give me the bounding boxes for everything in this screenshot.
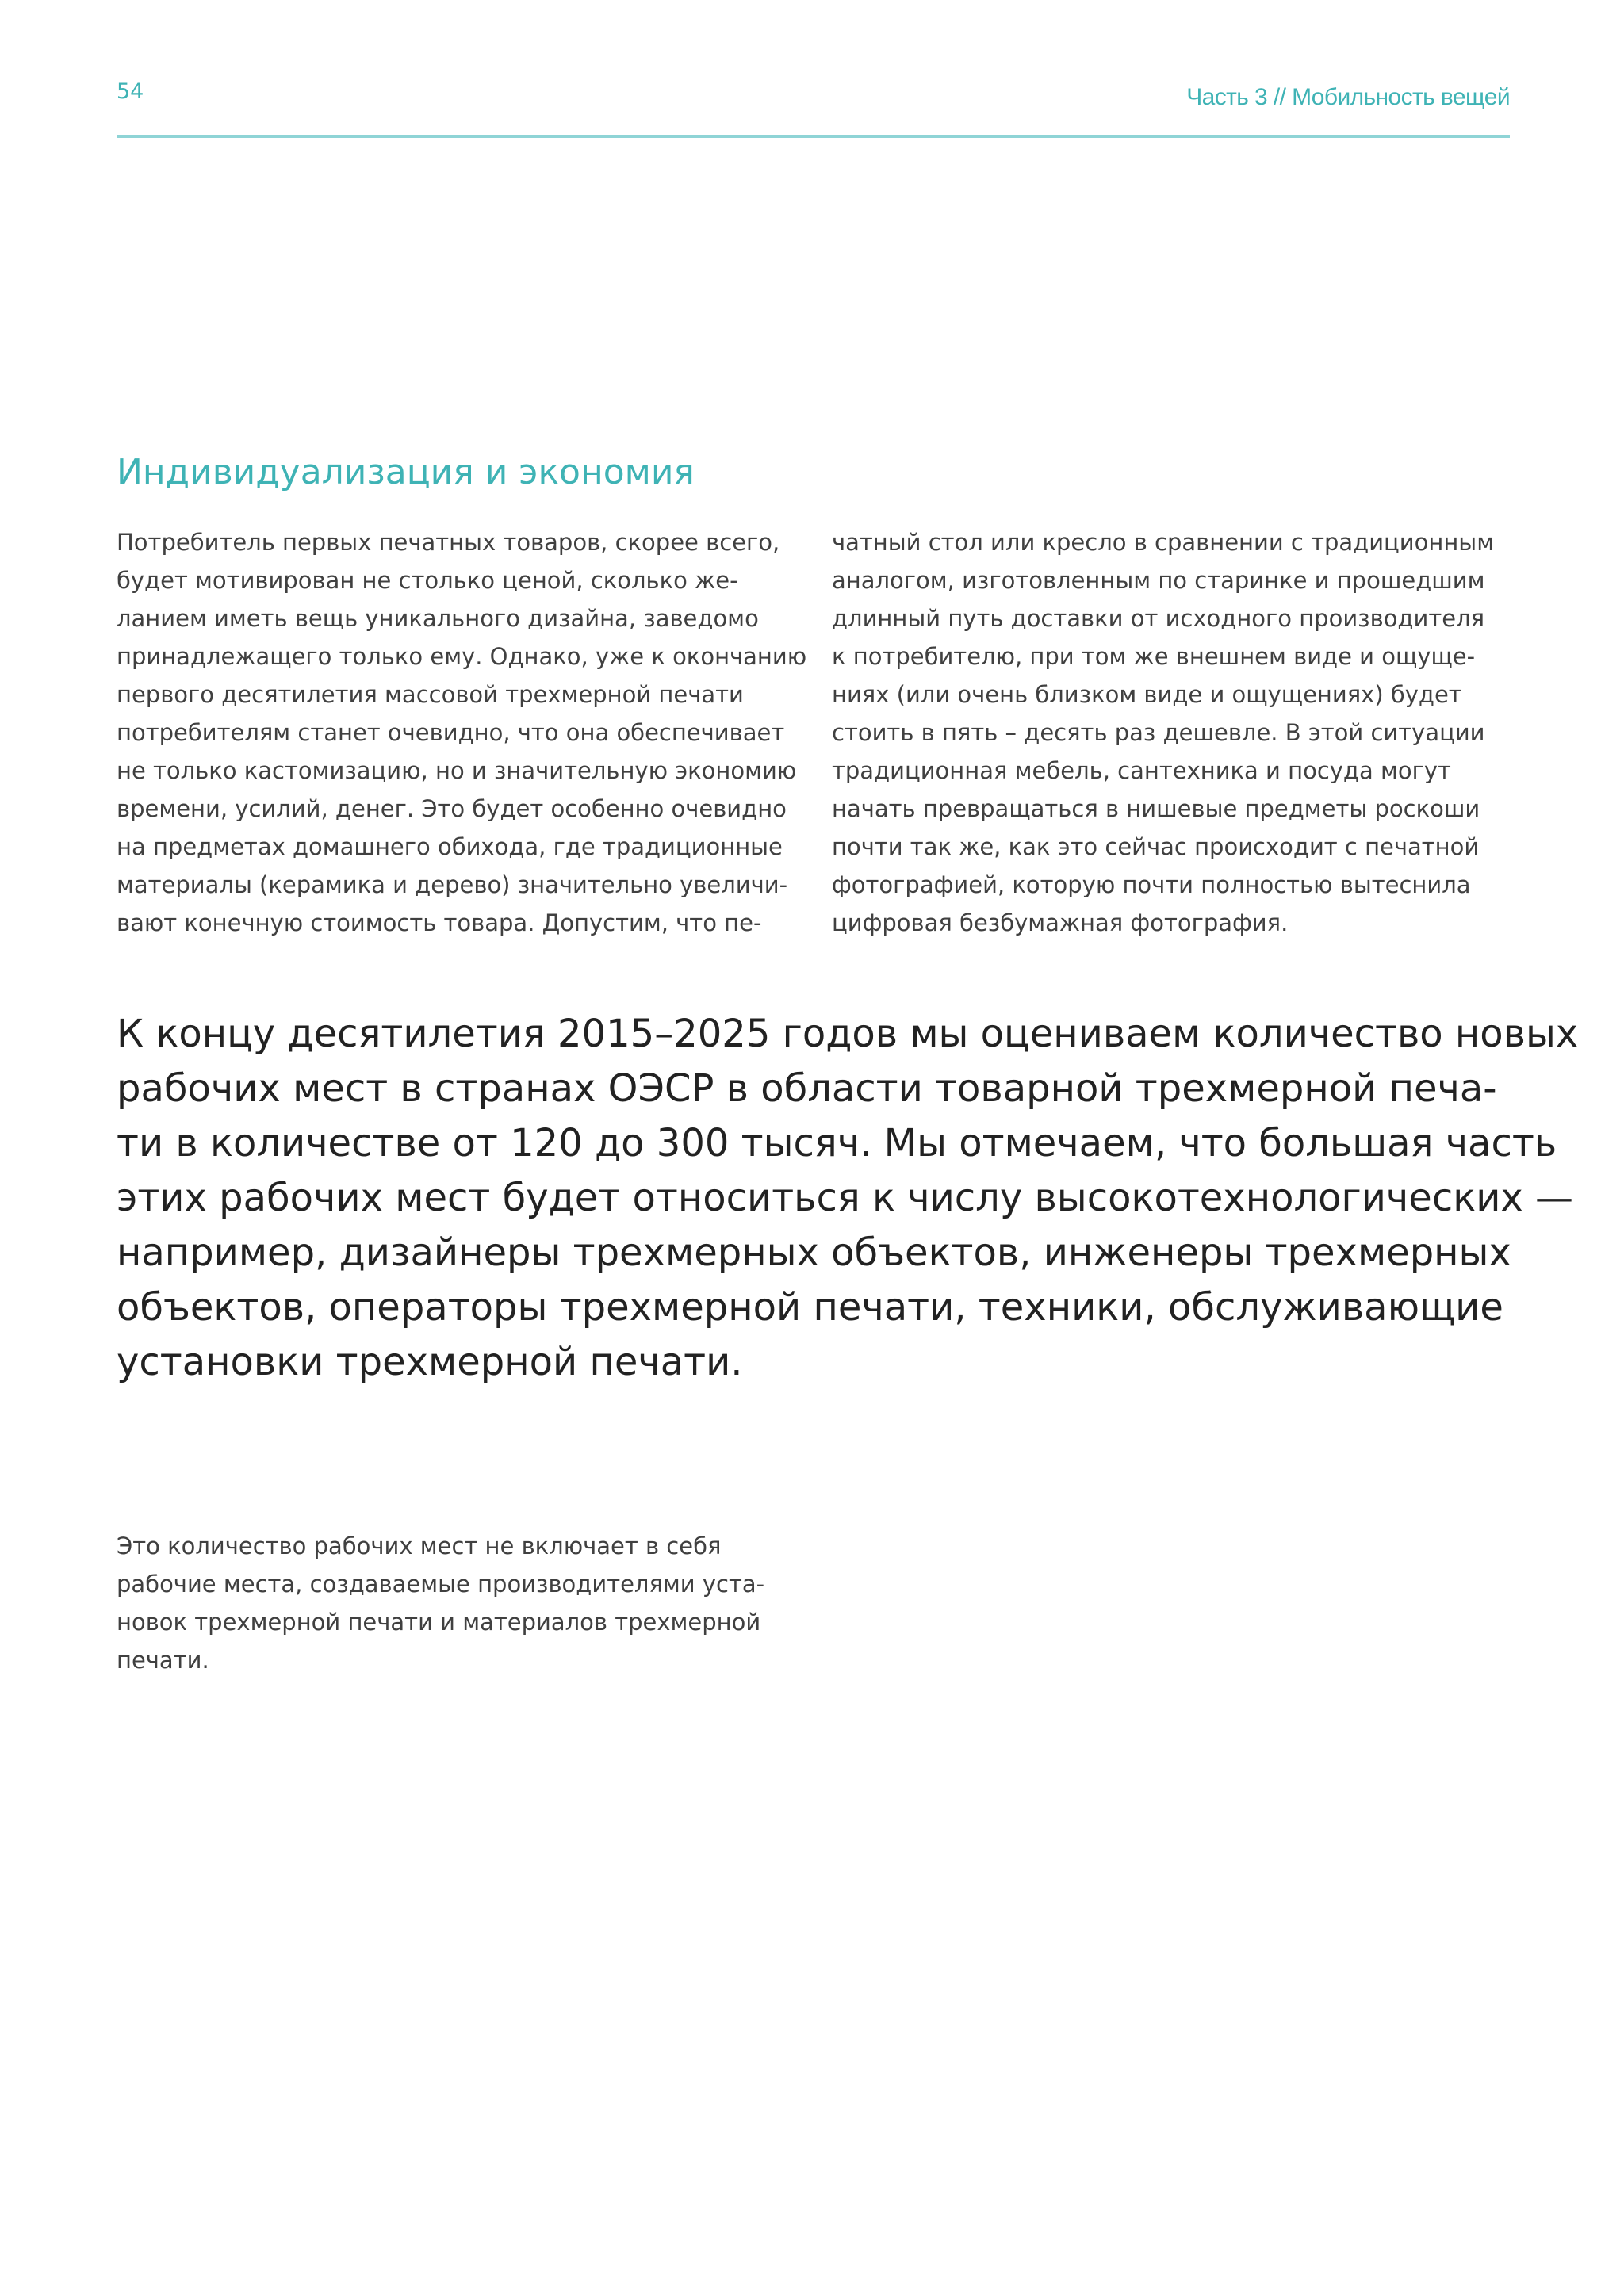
header-rule [117,135,1510,138]
body-line: почти так же, как это сейчас происходит с печатной [832,833,1480,860]
body-line: ланием иметь вещь уникального дизайна, заведомо [117,605,759,632]
body-line: принадлежащего только ему. Однако, уже к окончанию [117,643,807,670]
body-line: чатный стол или кресло в сравнении с традиционным [832,529,1495,556]
pull-quote-line: К концу десятилетия 2015–2025 годов мы оцениваем количество новых [117,1012,1579,1056]
pull-quote-line: этих рабочих мест будет относиться к числу высокотехнологических — [117,1176,1574,1220]
body-line: материалы (керамика и дерево) значительно увеличи- [117,871,788,898]
running-head: Часть 3 // Мобильность вещей [1186,84,1510,110]
body-line: к потребителю, при том же внешнем виде и ощуще- [832,643,1476,670]
body-line: длинный путь доставки от исходного производителя [832,605,1485,632]
pull-quote-line: например, дизайнеры трехмерных объектов, инженеры трехмерных [117,1230,1511,1275]
body-line: не только кастомизацию, но и значительную экономию [117,757,797,784]
footnote-line: печати. [117,1647,209,1674]
body-line: ниях (или очень близком виде и ощущениях) будет [832,681,1462,708]
footnote-line: Это количество рабочих мест не включает в себя [117,1533,722,1559]
footnote-line: новок трехмерной печати и материалов трехмерной [117,1609,761,1636]
section-title: Индивидуализация и экономия [117,452,695,492]
pull-quote-line: объектов, операторы трехмерной печати, техники, обслуживающие [117,1285,1503,1330]
body-line: вают конечную стоимость товара. Допустим, что пе- [117,909,762,936]
body-line: Потребитель первых печатных товаров, скорее всего, [117,529,780,556]
footnote [117,1527,806,1679]
footnote-line: рабочие места, создаваемые производителями уста- [117,1571,765,1598]
body-line: будет мотивирован не столько ценой, сколько же- [117,567,738,594]
page-number: 54 [117,79,144,104]
body-line: традиционная мебель, сантехника и посуда могут [832,757,1451,784]
body-line: времени, усилий, денег. Это будет особенно очевидно [117,795,787,822]
body-line: аналогом, изготовленным по старинке и прошедшим [832,567,1485,594]
body-column-left [117,523,806,942]
body-column-right [832,523,1522,942]
body-line: потребителям станет очевидно, что она обеспечивает [117,719,785,746]
pull-quote-line: ти в количестве от 120 до 300 тысяч. Мы отмечаем, что большая часть [117,1121,1557,1165]
body-line: стоить в пять – десять раз дешевле. В этой ситуации [832,719,1485,746]
body-line: фотографией, которую почти полностью вытеснила [832,871,1471,898]
pull-quote-line: установки трехмерной печати. [117,1340,743,1384]
pull-quote-line: рабочих мест в странах ОЭСР в области товарной трехмерной печа- [117,1066,1497,1111]
body-line: цифровая безбумажная фотография. [832,909,1289,936]
body-line: на предметах домашнего обихода, где традиционные [117,833,783,860]
body-line: первого десятилетия массовой трехмерной печати [117,681,744,708]
pull-quote [117,1007,1579,1390]
body-line: начать превращаться в нишевые предметы роскоши [832,795,1480,822]
